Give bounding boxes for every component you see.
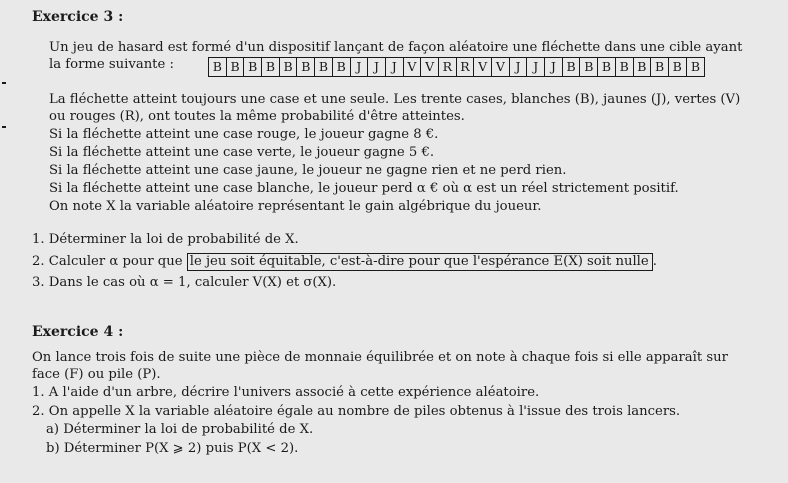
target-cell: V — [404, 58, 422, 76]
target-cell: J — [368, 58, 386, 76]
target-cell: B — [227, 58, 245, 76]
target-cell: V — [421, 58, 439, 76]
target-cell: B — [280, 58, 298, 76]
ex3-rule-red: Si la fléchette atteint une case rouge, le joueur gagne 8 €. — [49, 127, 439, 142]
target-cells-strip — [208, 57, 705, 77]
ex3-paragraph-line: ou rouges (R), ont toutes la même probabilité d'être atteintes. — [49, 109, 465, 124]
target-cell: B — [580, 58, 598, 76]
target-cell: B — [634, 58, 652, 76]
target-cell: B — [598, 58, 616, 76]
target-cell: R — [439, 58, 457, 76]
ex4-question-2: 2. On appelle X la variable aléatoire égale au nombre de piles obtenus à l'issue des trois lancers. — [32, 404, 681, 419]
target-cell: J — [510, 58, 528, 76]
ex3-question-3: 3. Dans le cas où α = 1, calculer V(X) et σ(X). — [32, 275, 337, 290]
ex4-question-2a: a) Déterminer la loi de probabilité de X. — [46, 422, 314, 437]
ex3-variable-definition: On note X la variable aléatoire représentant le gain algébrique du joueur. — [49, 199, 542, 214]
target-cell: V — [474, 58, 492, 76]
exercise-3-intro-line-1: Un jeu de hasard est formé d'un dispositif lançant de façon aléatoire une fléchette dans une cible ayant — [49, 40, 743, 55]
ex3-rule-white: Si la fléchette atteint une case blanche, le joueur perd α € où α est un réel strictement positif. — [49, 181, 679, 196]
target-cell: J — [386, 58, 404, 76]
target-cell: B — [315, 58, 333, 76]
exercise-4-title: Exercice 4 : — [32, 324, 124, 340]
target-cell: B — [297, 58, 315, 76]
target-cell: J — [527, 58, 545, 76]
target-cell: J — [545, 58, 563, 76]
target-cell: V — [492, 58, 510, 76]
exercise-3-title: Exercice 3 : — [32, 9, 124, 25]
margin-mark — [2, 126, 6, 128]
target-cell: B — [209, 58, 227, 76]
target-cell: B — [669, 58, 687, 76]
ex4-paragraph-line: On lance trois fois de suite une pièce de monnaie équilibrée et on note à chaque fois si elle apparaît sur — [32, 350, 728, 365]
ex4-question-2b: b) Déterminer P(X ⩾ 2) puis P(X < 2). — [46, 441, 299, 456]
target-cell: B — [690, 59, 700, 74]
ex4-question-1: 1. A l'aide d'un arbre, décrire l'univers associé à cette expérience aléatoire. — [32, 385, 540, 400]
ex3-paragraph-line: La fléchette atteint toujours une case et une seule. Les trente cases, blanches (B), jaunes (J), vertes (V) — [49, 92, 741, 107]
ex3-question-1: 1. Déterminer la loi de probabilité de X. — [32, 232, 299, 247]
target-cell: B — [651, 58, 669, 76]
target-cell: R — [457, 58, 475, 76]
target-cell: B — [616, 58, 634, 76]
ex3-rule-green: Si la fléchette atteint une case verte, le joueur gagne 5 €. — [49, 145, 435, 160]
margin-mark — [2, 82, 6, 84]
ex3-rule-yellow: Si la fléchette atteint une case jaune, le joueur ne gagne rien et ne perd rien. — [49, 163, 567, 178]
target-cell: J — [351, 58, 369, 76]
exercise-3-intro-line-2: la forme suivante : — [49, 57, 174, 72]
target-cell: B — [262, 58, 280, 76]
target-cell: B — [244, 58, 262, 76]
ex3-question-2-end: . — [652, 254, 657, 269]
ex3-question-2-highlighted-box: le jeu soit équitable, c'est-à-dire pour que l'espérance E(X) soit nulle — [187, 253, 653, 271]
target-cell: B — [333, 58, 351, 76]
ex3-question-2 — [32, 254, 657, 269]
ex4-paragraph-line: face (F) ou pile (P). — [32, 367, 161, 382]
ex3-question-2-start: 2. Calculer α pour que — [32, 254, 187, 269]
target-cell: B — [563, 58, 581, 76]
